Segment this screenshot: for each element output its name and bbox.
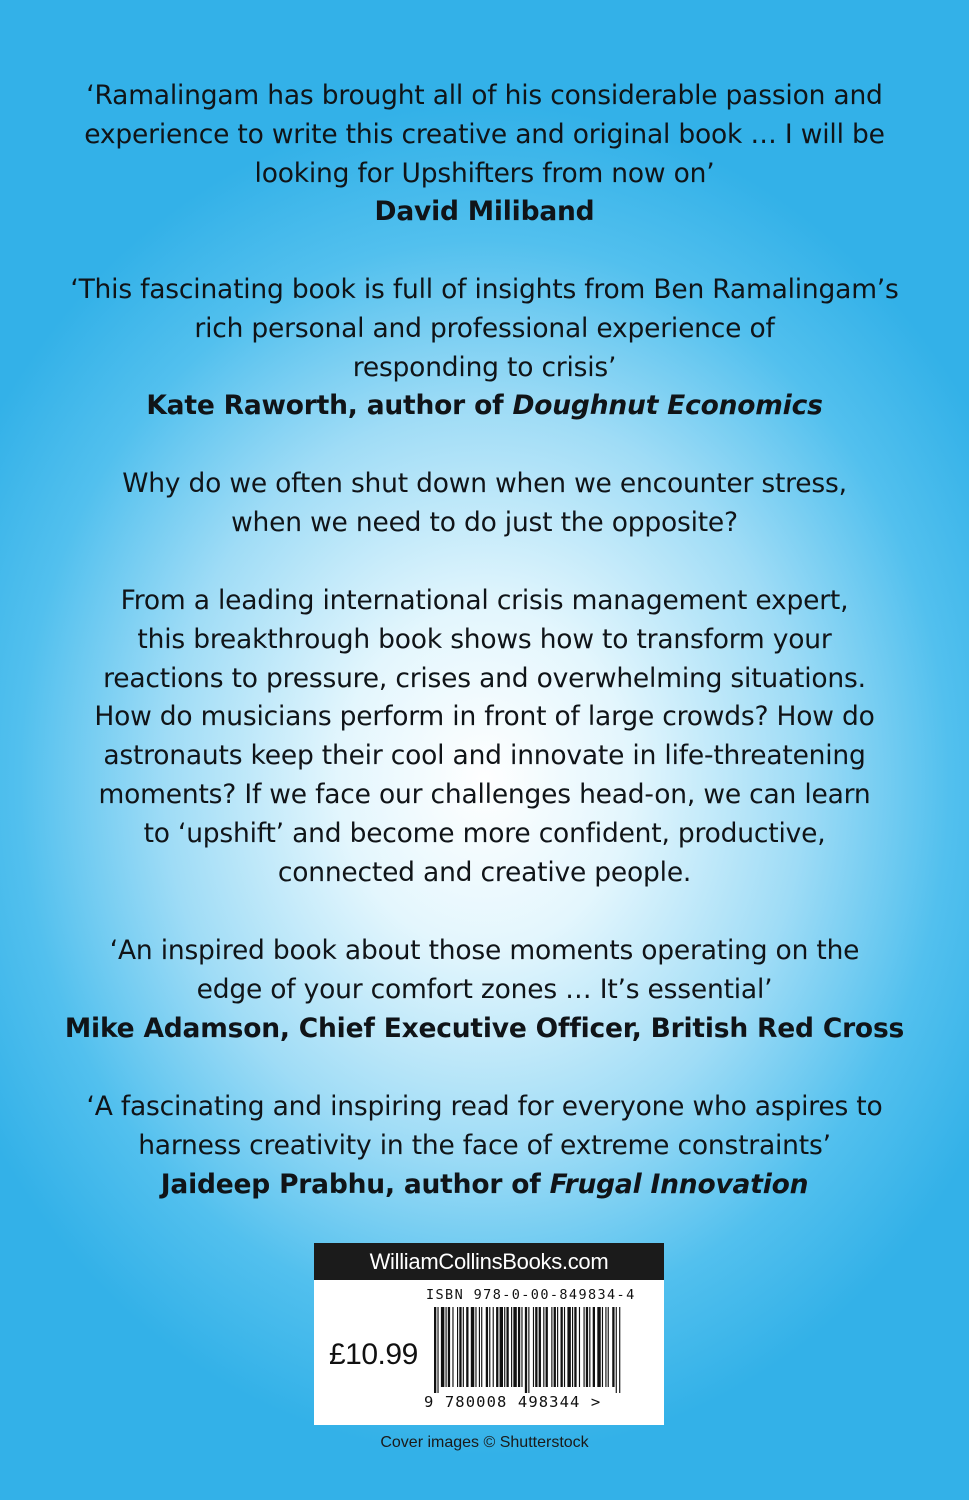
isbn-text: ISBN 978-0-00-849834-4 [426,1287,636,1303]
barcode-bar [564,1307,565,1387]
barcode-bar [463,1307,464,1387]
quote-adamson [0,932,969,1048]
barcode-bar [475,1307,476,1387]
image-credit: Cover images © Shutterstock [380,1434,589,1451]
description-line: astronauts keep their cool and innovate in life-threatening [103,740,866,772]
barcode-bar [608,1307,609,1387]
barcode-bar [546,1307,548,1387]
description-line: reactions to pressure, crises and overwhelming situations. [103,662,866,694]
quote-line: looking for Upshifters from now on’ [254,157,715,189]
quote-miliband [0,77,969,232]
barcode-panel [314,1243,664,1425]
barcode-bar [557,1307,558,1387]
barcode-bar [535,1307,537,1387]
quote-author: Kate Raworth, author of Doughnut Economics [146,390,823,422]
barcode-bar [506,1307,508,1387]
intro-question [0,465,969,543]
barcode-bar [452,1307,453,1387]
description-line: From a leading international crisis management expert, [120,585,849,616]
barcode-bar [500,1307,503,1387]
barcode-bar [616,1307,617,1393]
barcode-bar [586,1307,588,1387]
barcode-bar [619,1307,620,1393]
quote-line: rich personal and professional experience of [194,312,775,344]
barcode-bar [589,1307,590,1387]
barcode-bar [441,1307,444,1387]
barcode-bar [479,1307,480,1387]
quote-line: responding to crisis’ [352,351,617,383]
quote-line: ‘This fascinating book is full of insights from Ben Ramalingam’s [70,274,899,305]
barcode-bar [572,1307,573,1387]
intro-line: Why do we often shut down when we encounter stress, [122,468,847,499]
barcode-bar [579,1307,580,1387]
barcode-bar [543,1307,544,1387]
quote-line: experience to write this creative and original book … I will be [84,118,885,150]
barcode-bar [584,1307,585,1387]
barcode-bar [518,1307,520,1387]
barcode-bar [574,1307,576,1387]
book-title: Frugal Innovation [549,1168,809,1200]
barcode-bar [561,1307,563,1387]
book-title: Doughnut Economics [512,390,823,422]
barcode-bar [511,1307,512,1387]
barcode-bar [481,1307,482,1387]
description-line: this breakthrough book shows how to transform your [137,623,832,655]
barcode-bar [567,1307,570,1387]
barcode-bar [539,1307,541,1387]
description-line: moments? If we face our challenges head-on, we can learn [98,778,871,810]
barcode-bar [493,1307,494,1387]
barcode-bar [471,1307,474,1387]
barcode-bar [437,1307,438,1393]
barcode-bar [448,1307,450,1387]
barcode-bar [489,1307,490,1387]
book-description [0,582,969,892]
quote-line: ‘Ramalingam has brought all of his considerable passion and [86,80,883,111]
quote-line: harness creativity in the face of extreme constraints’ [138,1129,831,1161]
barcode-bar [434,1307,436,1393]
barcode-bar [605,1307,606,1387]
barcode-bar [496,1307,498,1387]
barcode-bar [554,1307,556,1387]
barcode-bar [528,1307,529,1393]
barcode-bar [457,1307,458,1387]
quote-line: ‘A fascinating and inspiring read for everyone who aspires to [86,1091,883,1122]
barcode-bar [525,1307,527,1393]
barcode-bar [602,1307,603,1387]
barcode-bar [521,1307,522,1387]
barcode-bar [593,1307,595,1387]
barcode-bar [533,1307,534,1387]
quote-prabhu [0,1088,969,1204]
price-label: £10.99 [329,1338,418,1371]
description-line: connected and creative people. [277,856,692,888]
description-line: to ‘upshift’ and become more confident, productive, [143,817,826,849]
barcode-bar [504,1307,505,1387]
quote-author: Jaideep Prabhu, author of Frugal Innovation [160,1168,809,1200]
description-line: How do musicians perform in front of large crowds? How do [94,701,875,733]
quote-raworth [0,271,969,426]
quote-author: Mike Adamson, Chief Executive Officer, British Red Cross [64,1012,905,1044]
quote-author: David Miliband [374,196,595,228]
intro-line: when we need to do just the opposite? [231,506,738,538]
barcode-bar [597,1307,600,1387]
barcode-bar [459,1307,461,1387]
barcode-bar [446,1307,447,1387]
quote-line: ‘An inspired book about those moments operating on the [109,935,860,966]
barcode-bar [466,1307,468,1387]
barcode-bar [513,1307,516,1387]
barcode-digits: 9 780008 498344 > [424,1393,602,1411]
barcode-bar [551,1307,552,1387]
quote-line: edge of your comfort zones … It’s essential’ [196,973,773,1005]
barcode-bar [612,1307,614,1387]
barcode-icon [432,1307,632,1393]
publisher-website: WilliamCollinsBooks.com [314,1243,664,1280]
barcode-bar [486,1307,488,1387]
